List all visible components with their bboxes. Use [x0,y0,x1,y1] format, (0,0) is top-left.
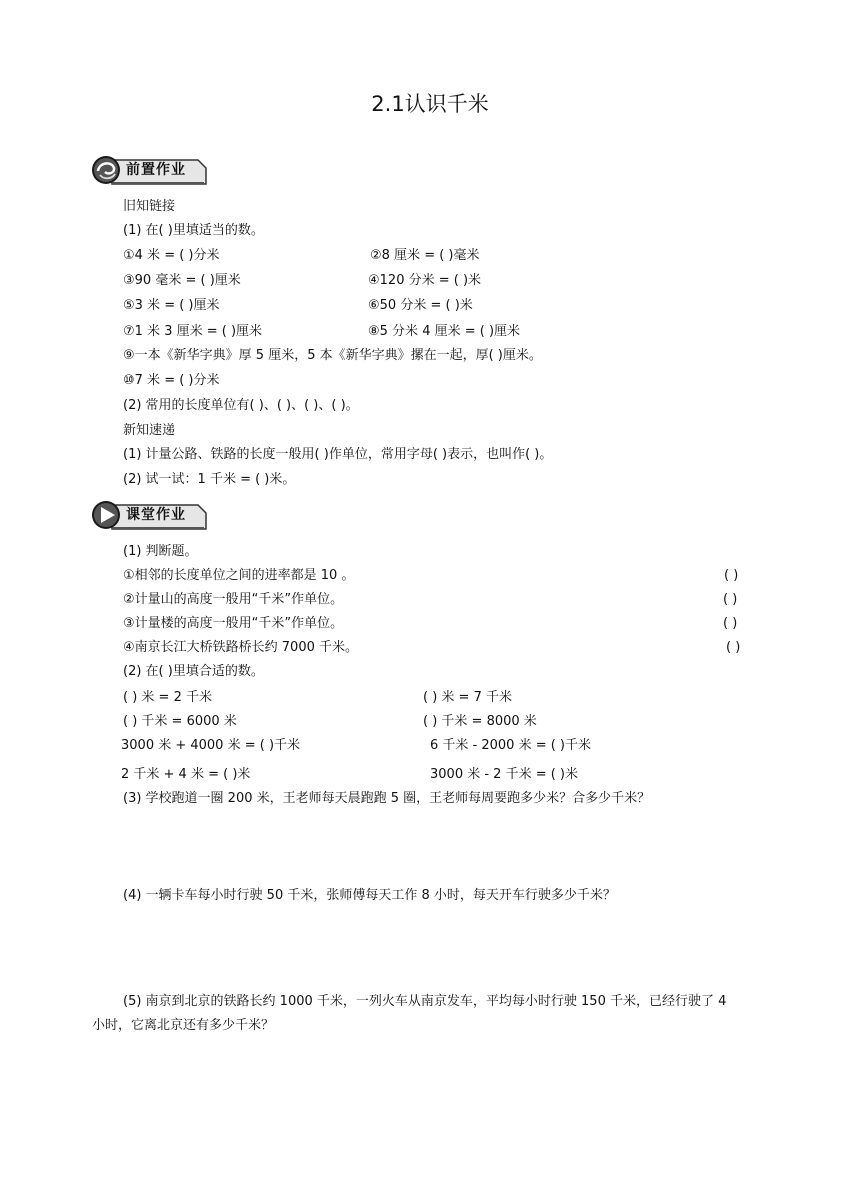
banner-label: 课堂作业 [126,507,186,523]
fill-item: ④120 分米 = ( )米 [368,273,482,288]
fill-item: ⑩7 米 = ( )分米 [123,373,220,388]
fill-item: 3000 米 - 2 千米 = ( )米 [430,767,579,782]
class-homework-banner [90,497,208,533]
fill-item: ②8 厘米 = ( )毫米 [370,248,480,263]
swirl-icon [90,153,124,187]
fill-item: ⑨一本《新华字典》厚 5 厘米，5 本《新华字典》摞在一起，厚( )厘米。 [123,348,542,363]
word-problem: (5) 南京到北京的铁路长约 1000 千米，一列火车从南京发车，平均每小时行驶 150 千米，已经行驶了 4 [123,994,727,1009]
question-text: (1) 在( )里填适当的数。 [123,223,264,238]
question-text: (2) 常用的长度单位有( )、( )、( )、( )。 [123,398,359,413]
question-text: (2) 在( )里填合适的数。 [123,664,264,679]
fill-item: ( ) 米 = 2 千米 [123,690,212,705]
question-text: (2) 试一试：1 千米 = ( )米。 [123,472,296,487]
fill-item: ①4 米 = ( )分米 [123,248,220,263]
fill-item: ⑤3 米 = ( )厘米 [123,298,220,313]
pre-homework-banner [90,152,208,188]
word-problem: (3) 学校跑道一圈 200 米，王老师每天晨跑跑 5 圈，王老师每周要跑多少米？合多少千米？ [123,791,651,806]
judge-item: ②计量山的高度一般用“千米”作单位。 [123,592,344,607]
fill-item: ③90 毫米 = ( )厘米 [123,273,241,288]
banner-label: 前置作业 [126,162,186,178]
fill-item: 2 千米 + 4 米 = ( )米 [121,767,251,782]
new-knowledge-heading: 新知速递 [123,423,176,438]
word-problem: 小时，它离北京还有多少千米？ [92,1018,275,1033]
fill-item: ⑥50 分米 = ( )米 [368,298,473,313]
word-problem: (4) 一辆卡车每小时行驶 50 千米，张师傅每天工作 8 小时，每天开车行驶多少千米？ [123,888,616,903]
fill-item: ( ) 千米 = 8000 米 [423,714,537,729]
judge-item: ④南京长江大桥铁路桥长约 7000 千米。 [123,640,359,655]
play-icon [90,498,124,532]
question-text: (1) 判断题。 [123,544,198,559]
fill-item: 6 千米 - 2000 米 = ( )千米 [430,738,592,753]
page-title: 2.1认识千米 [371,92,489,116]
fill-item: 3000 米 + 4000 米 = ( )千米 [121,738,301,753]
answer-paren: ( ) [723,592,738,607]
old-knowledge-heading: 旧知链接 [123,199,176,214]
answer-paren: ( ) [724,568,739,583]
judge-item: ③计量楼的高度一般用“千米”作单位。 [123,616,344,631]
fill-item: ⑦1 米 3 厘米 = ( )厘米 [123,324,263,339]
judge-item: ①相邻的长度单位之间的进率都是 10 。 [123,568,355,583]
fill-item: ( ) 米 = 7 千米 [423,690,512,705]
answer-paren: ( ) [726,640,741,655]
question-text: (1) 计量公路、铁路的长度一般用( )作单位，常用字母( )表示，也叫作( )。 [123,447,553,462]
fill-item: ( ) 千米 = 6000 米 [123,714,237,729]
answer-paren: ( ) [723,616,738,631]
fill-item: ⑧5 分米 4 厘米 = ( )厘米 [368,324,521,339]
